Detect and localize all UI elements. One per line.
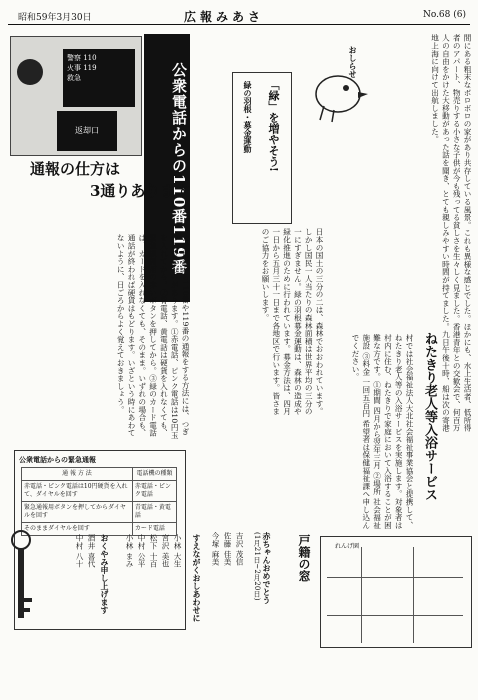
payphone-photo [10,36,142,156]
table-cell: そのままダイヤルを回す [22,523,133,536]
death-heading: おくやみ申し上げます [100,534,110,614]
phone-headline: 公衆電話からの110番119番 [144,34,190,302]
coin-slot-icon [17,59,43,85]
subhead-line-1: 通報の仕方は [30,160,121,178]
family-column-title: 戸籍の窓 [297,534,311,582]
marriage-heading: すえながくおしあわせに [192,534,202,622]
map-road [327,577,463,578]
death-list-item: 酒井 喜代 [87,534,96,568]
issue-date: 昭和59年3月30日 [18,13,92,23]
green-body: 日本の国土の三分の二は、森林でおおわれています。しかし国民一人当たりの森林面積は世界平均の三分の一にすぎません。緑の羽根募金運動は、森林の造成や緑化推進のために行われています。募金方法は、四月一日から五月三十一日まで各地区で行います。皆さまのご協力をお願いします。 [261,228,324,416]
birth-list-item: 吉沢 茂信 [235,532,244,566]
table-row [22,502,177,523]
issue-number: No.68 (6) [422,10,466,20]
marriage-list-item: 小林 まみ [125,534,134,568]
marriage-list-item: 宮沢 美也 [161,534,170,568]
marriage-list-item: 松下 十百 [149,534,158,568]
header-rule [8,24,470,25]
birth-heading: 赤ちゃんおめでとう [262,532,272,604]
green-subhead: 緑の羽根・募金運動 [243,81,253,153]
table-cell: 赤電話・ピンク電話は10円硬貨を入れて、ダイヤルを回す [22,481,133,502]
plate-label-ambulance: 救急 [67,74,81,82]
table-cell: 青電話・黄電話 [132,502,176,523]
coin-return-label: 返却口 [57,111,117,151]
marriage-list-item: 小林 大生 [173,534,182,568]
plate-label-fire: 火事 119 [67,64,97,72]
bath-service-headline: ねたきり老人等入浴サービス [422,332,437,501]
map-road [361,547,362,643]
birth-list-item: 佐藤 佳美 [223,532,232,566]
emergency-plate [63,49,135,107]
telephone-key-icon [6,528,36,626]
map-label: れんげ園 [335,543,360,550]
green-headline: 「緑」を増やそう! [267,79,280,172]
map-road [327,615,463,616]
bath-service-body: 村では社会福祉法人大北社会福祉事業協会と提携して、ねたきり老人等の入浴サービスを実施します。対象者は村内に住む、ねたきりで家庭において入浴することが困難な方です。①期間 四月から翌年三月 ②場所 社会福祉施設 ③料金 一回五百円 希望者は保健福祉課へ申し込んでください。 [351,334,414,530]
plate-label-police: 警察 110 [67,54,97,62]
marriage-list-item: 中村 公平 [137,534,146,568]
bird-mascot-icon [300,48,374,126]
subhead-line-2: 3通りあります [90,182,191,200]
table-cell: 緊急通報用ボタンを押してからダイヤルを回す [22,502,133,523]
table-header-row [22,468,177,481]
location-map [320,536,472,648]
center-column-text [206,40,230,330]
city-body: 間にある粗末なボロボロの家があり共存している風景。これも異様な感じでした。ほかにも、水上生活者、低所得者のアパート、物売りする小さな子供が今も残ってる貧しさを生々しく見ました。香港青年との交歓会で、何百万人の自由をかけた大移動があった話を聞き、とても親しみやすい時間が持てました。九日午後十時、船は次の寄港地上海に向けて出航しました。 [430,34,472,432]
bird-caption: おしらせ [348,46,358,78]
table-caption: 公衆電話からの緊急通報 [19,455,96,464]
table-header-phone-type: 電話機の種類 [132,468,176,481]
green-feather-box [232,72,292,224]
newsletter-title: 広報みあさ [184,10,265,24]
phone-body: 公衆電話から110番や119番の通報をする方法には、つぎのようなものがあります。①赤電話、ピンク電話は10円玉を入れてから。②青電話、黄電話は硬貨を入れなくても、緊急通報用の赤いボタンを押してから。③緑のカード電話は、カードを入れなくても、そのまま。いずれの場合も、通話が終われば硬貨はもどります。いざという時にあわてないように、日ごろからよく覚えておきましょう。 [116,234,190,440]
map-road [413,547,414,643]
table-cell: 赤電話・ピンク電話 [132,481,176,502]
table-row [22,481,177,502]
table-cell: カード電話 [132,523,176,536]
birth-list-item: 今塚 麻美 [211,532,220,566]
phone-subheadline [30,158,190,202]
birth-period: (1月21日~2月20日) [253,532,261,601]
table-header-method: 通 報 方 法 [22,468,133,481]
death-list-item: 中村 八十 [75,534,84,568]
